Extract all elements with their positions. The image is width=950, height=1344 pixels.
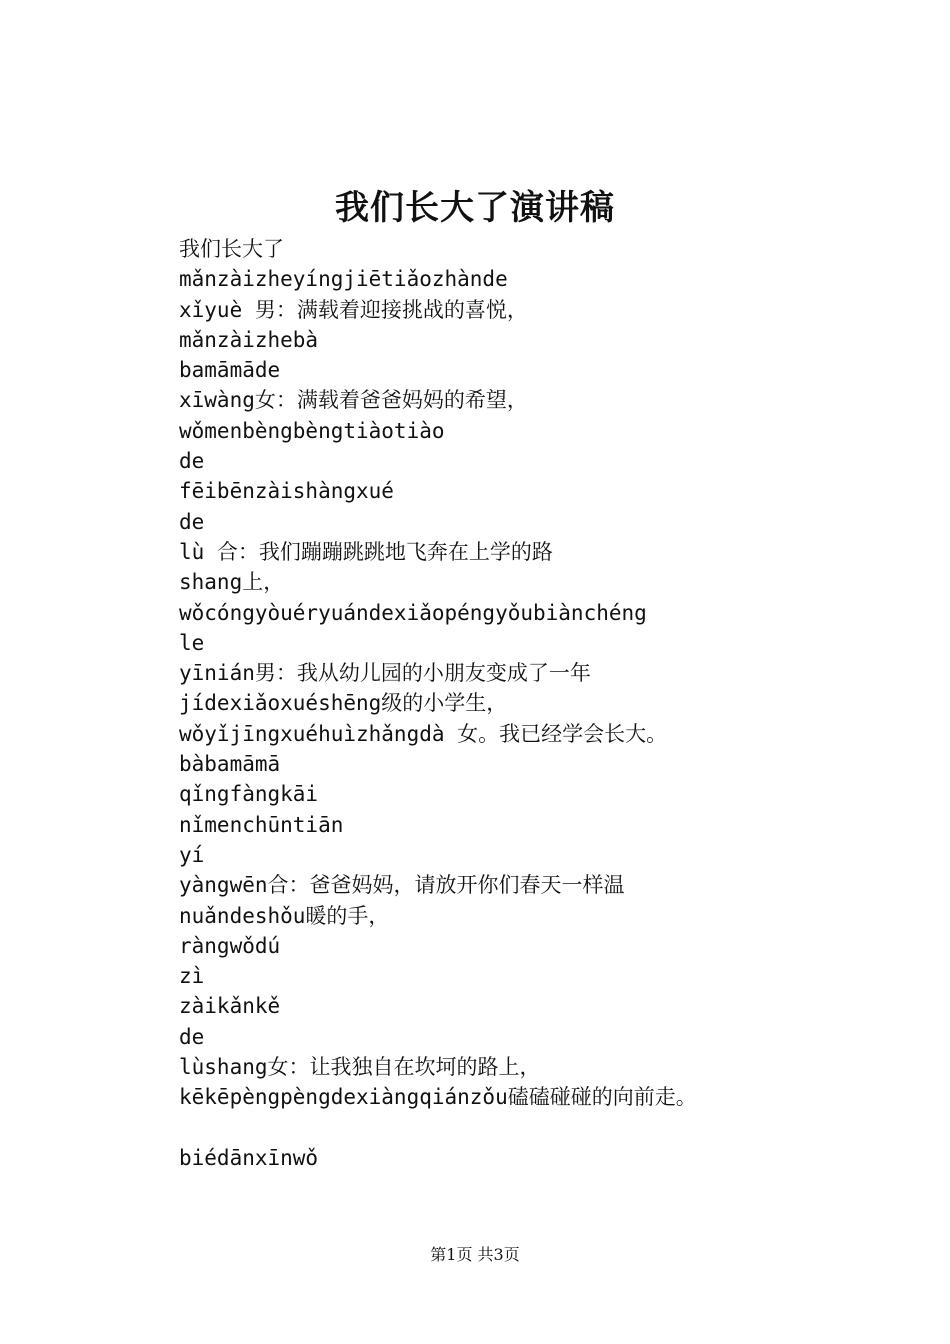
- text-line: 我们长大了: [179, 237, 284, 261]
- text-line: qǐngfàngkāi: [179, 782, 319, 807]
- text-line: biédānxīnwǒ: [179, 1145, 319, 1170]
- text-line: kēkēpèngpèngdexiàngqiánzǒu磕磕碰碰的向前走。: [179, 1085, 697, 1110]
- text-line: yīnián男：我从幼儿园的小朋友变成了一年: [179, 661, 591, 686]
- text-line: de: [179, 1024, 205, 1049]
- text-line: nuǎndeshǒu暖的手，: [179, 903, 390, 928]
- text-line: zì: [179, 964, 205, 989]
- text-line: zàikǎnkě: [179, 994, 281, 1019]
- text-line: de: [179, 509, 205, 534]
- text-line: de: [179, 449, 205, 474]
- document-body: [179, 234, 939, 1173]
- text-line: nǐmenchūntiān: [179, 812, 344, 837]
- text-line: shang上，: [179, 570, 285, 595]
- text-line: lù 合：我们蹦蹦跳跳地飞奔在上学的路: [179, 539, 553, 564]
- text-line: mǎnzàizheyíngjiētiǎozhànde: [179, 267, 508, 292]
- text-line: yàngwēn合：爸爸妈妈，请放开你们春天一样温: [179, 873, 625, 898]
- text-line: ràngwǒdú: [179, 933, 281, 958]
- text-line: bamāmāde: [179, 358, 281, 383]
- page-number-footer: 第1页 共3页: [430, 1245, 520, 1264]
- text-line: lùshang女：让我独自在坎坷的路上，: [179, 1055, 541, 1080]
- text-line: le: [179, 630, 205, 655]
- text-line: jídexiǎoxuéshēng级的小学生，: [179, 691, 508, 716]
- text-line: wǒcóngyòuéryuándexiǎopéngyǒubiànchéng: [179, 600, 647, 625]
- text-line: xǐyuè 男：满载着迎接挑战的喜悦，: [179, 297, 528, 322]
- text-line: wǒyǐjīngxuéhuìzhǎngdà 女。我已经学会长大。: [179, 721, 668, 746]
- text-line: mǎnzàizhebà: [179, 327, 319, 352]
- document-title: 我们长大了演讲稿: [335, 188, 615, 228]
- text-line: fēibēnzàishàngxué: [179, 479, 394, 504]
- text-line: wǒmenbèngbèngtiàotiào: [179, 418, 445, 443]
- text-line: bàbamāmā: [179, 752, 281, 777]
- text-line: xīwàng女：满载着爸爸妈妈的希望，: [179, 388, 528, 413]
- text-line: yí: [179, 842, 205, 867]
